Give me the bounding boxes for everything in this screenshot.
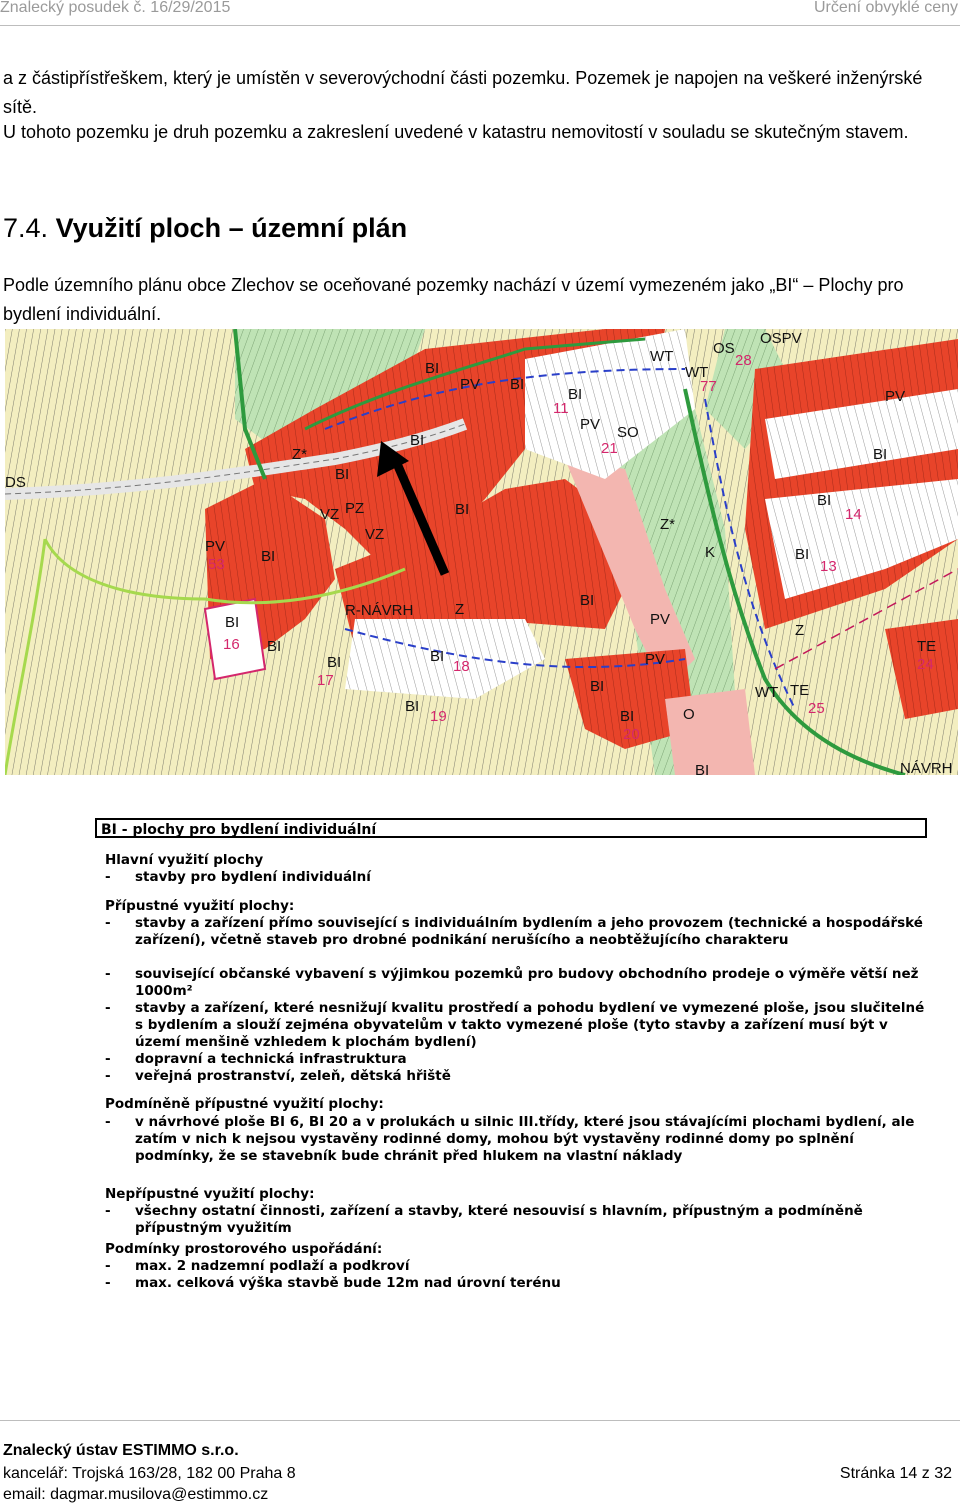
section-heading <box>3 208 407 248</box>
map-number: 20 <box>623 726 640 743</box>
map-label-z-star: Z* <box>660 516 675 533</box>
map-label-ospv: OSPV <box>760 330 802 347</box>
map-number: 13 <box>820 558 837 575</box>
map-label-navrh: NÁVRH <box>900 760 953 775</box>
map-label-so: SO <box>617 424 639 441</box>
list-item: - související občanské vybavení s výjimkou pozemků pro budovy obchodního prodeje o výměře větší než 1000m² <box>105 966 919 999</box>
map-number: 19 <box>430 708 447 725</box>
map-label-bi: BI <box>261 548 276 565</box>
map-label-wt: WT <box>685 364 709 381</box>
map-number: 28 <box>735 352 752 369</box>
list-item: - stavby a zařízení přímo související s individuálním bydlením a jeho provozem (technické a hospodářské zařízení), včetně staveb pro drobné podnikání nerušícího a neobtěžujícího charakteru <box>105 915 923 948</box>
map-label-bi: BI <box>510 376 525 393</box>
map-label-bi: BI <box>590 678 605 695</box>
section-heading-spatial-conditions: Podmínky prostorového uspořádání: <box>105 1241 383 1257</box>
map-label-k: K <box>705 544 716 561</box>
map-number: 53 <box>208 556 225 573</box>
section-heading-prohibited-use: Nepřípustné využití plochy: <box>105 1186 315 1202</box>
map-number: 24 <box>917 656 934 673</box>
footer-page-number: Stránka 14 z 32 <box>839 1465 952 1482</box>
map-number: 17 <box>317 672 334 689</box>
list-item: - všechny ostatní činnosti, zařízení a stavby, které nesouvisí s hlavním, přípustným a podmíněně přípustným využitím <box>105 1203 863 1236</box>
list-item: - stavby a zařízení, které nesnižují kvalitu prostředí a pohodu bydlení ve vymezené ploše, jsou slučitelné s bydlením a slouží zejména obyvatelům v takto vymezené ploše (tyto stavby a zařízení musí být v území menšině vzhledem k plochám bydlení) <box>105 1000 925 1050</box>
map-number: 77 <box>700 378 717 395</box>
header-section-title: Určení obvyklé ceny <box>813 0 958 16</box>
map-label-wt: WT <box>755 684 779 701</box>
section-heading-main-use: Hlavní využití plochy <box>105 852 264 868</box>
map-label-z: Z <box>455 601 465 618</box>
map-label-bi: BI <box>455 501 470 518</box>
map-label-bi: BI <box>695 762 710 775</box>
list-item: - veřejná prostranství, zeleň, dětská hřiště <box>105 1068 451 1084</box>
map-label-z-star: Z* <box>292 446 307 463</box>
map-label-z: Z <box>795 622 805 639</box>
header-document-title: Znalecký posudek č. 16/29/2015 <box>0 0 231 16</box>
section-title: Využití ploch – územní plán <box>55 213 408 243</box>
list-item: - stavby pro bydlení individuální <box>105 869 371 885</box>
section-heading-conditional-use: Podmíněně přípustné využití plochy: <box>105 1096 384 1112</box>
list-item: - dopravní a technická infrastruktura <box>105 1051 407 1067</box>
paragraph-cadastre-note: U tohoto pozemku je druh pozemku a zakreslení uvedené v katastru nemovitostí v souladu se skutečným stavem. <box>3 122 909 142</box>
map-label-bi: BI <box>425 360 440 377</box>
footer-address: kancelář: Trojská 163/28, 182 00 Praha 8 <box>3 1465 296 1482</box>
map-label-pv: PV <box>650 611 671 628</box>
paragraph-plot-description: a z částipřístřeškem, který je umístěn v severovýchodní části pozemku. Pozemek je napojen na veškeré inženýrské sítě. <box>3 68 923 117</box>
map-label-te: TE <box>917 638 937 655</box>
map-label-bi: BI <box>327 654 342 671</box>
map-label-te: TE <box>790 682 810 699</box>
regulation-title: BI - plochy pro bydlení individuální <box>95 818 927 838</box>
map-label-os: OS <box>713 340 735 357</box>
map-number: 21 <box>601 440 618 457</box>
list-item: - max. celková výška stavbě bude 12m nad úrovní terénu <box>105 1275 561 1291</box>
list-item: - max. 2 nadzemní podlaží a podkroví <box>105 1258 410 1274</box>
map-number: 16 <box>223 636 240 653</box>
map-number: 11 <box>553 400 569 417</box>
regulation-excerpt <box>95 818 931 1291</box>
map-label-bi: BI <box>795 546 810 563</box>
map-label-pv: PV <box>885 388 906 405</box>
page-header <box>0 0 960 20</box>
zoning-map <box>5 329 958 775</box>
map-label-bi: BI <box>410 432 425 449</box>
section-heading-permitted-use: Přípustné využití plochy: <box>105 898 295 914</box>
map-label-bi: BI <box>620 708 635 725</box>
map-label-bi: BI <box>873 446 888 463</box>
map-label-bi: BI <box>580 592 595 609</box>
footer-rule <box>0 1420 960 1421</box>
map-number: 25 <box>808 700 825 717</box>
map-label-r-navrh: R-NÁVRH <box>345 602 414 619</box>
map-label-pv: PV <box>645 651 666 668</box>
map-label-pz: PZ <box>345 500 365 517</box>
list-item: - v návrhové ploše BI 6, BI 20 a v prolukách u silnic III.třídy, které jsou stávajícími plochami bydlení, ale zatím v nich k nejsou vystavěny rodinné domy, mohou být vystavěny rodinné domy po splnění podmínky, že se stavebník bude chránit před hlukem na vlastní náklady <box>105 1114 915 1164</box>
map-label-wt: WT <box>650 348 674 365</box>
paragraph-zoning: Podle územního plánu obce Zlechov se oceňované pozemky nachází v území vymezeném jako „BI“ – Plochy pro bydlení individuální. <box>3 275 904 324</box>
map-label-pv: PV <box>460 376 481 393</box>
footer-email: email: dagmar.musilova@estimmo.cz <box>3 1486 269 1503</box>
map-number: 14 <box>845 506 862 523</box>
section-number: 7.4. <box>3 213 49 243</box>
map-label-bi: BI <box>267 638 282 655</box>
map-label-pv: PV <box>580 416 601 433</box>
map-label-bi: BI <box>335 466 350 483</box>
map-number: 18 <box>453 658 470 675</box>
map-label-bi: BI <box>817 492 832 509</box>
footer-company: Znalecký ústav ESTIMMO s.r.o. <box>3 1442 239 1459</box>
map-label-o: O <box>683 706 695 723</box>
pink-zone <box>665 689 755 775</box>
map-label-pv: PV <box>205 538 226 555</box>
map-label-vz: VZ <box>320 506 340 523</box>
map-label-bi: BI <box>405 698 420 715</box>
map-label-vz: VZ <box>365 526 385 543</box>
map-label-ds: DS <box>5 474 26 491</box>
map-label-bi: BI <box>568 386 583 403</box>
header-rule <box>0 25 960 26</box>
map-label-bi: BI <box>430 648 445 665</box>
map-label-bi: BI <box>225 614 240 631</box>
